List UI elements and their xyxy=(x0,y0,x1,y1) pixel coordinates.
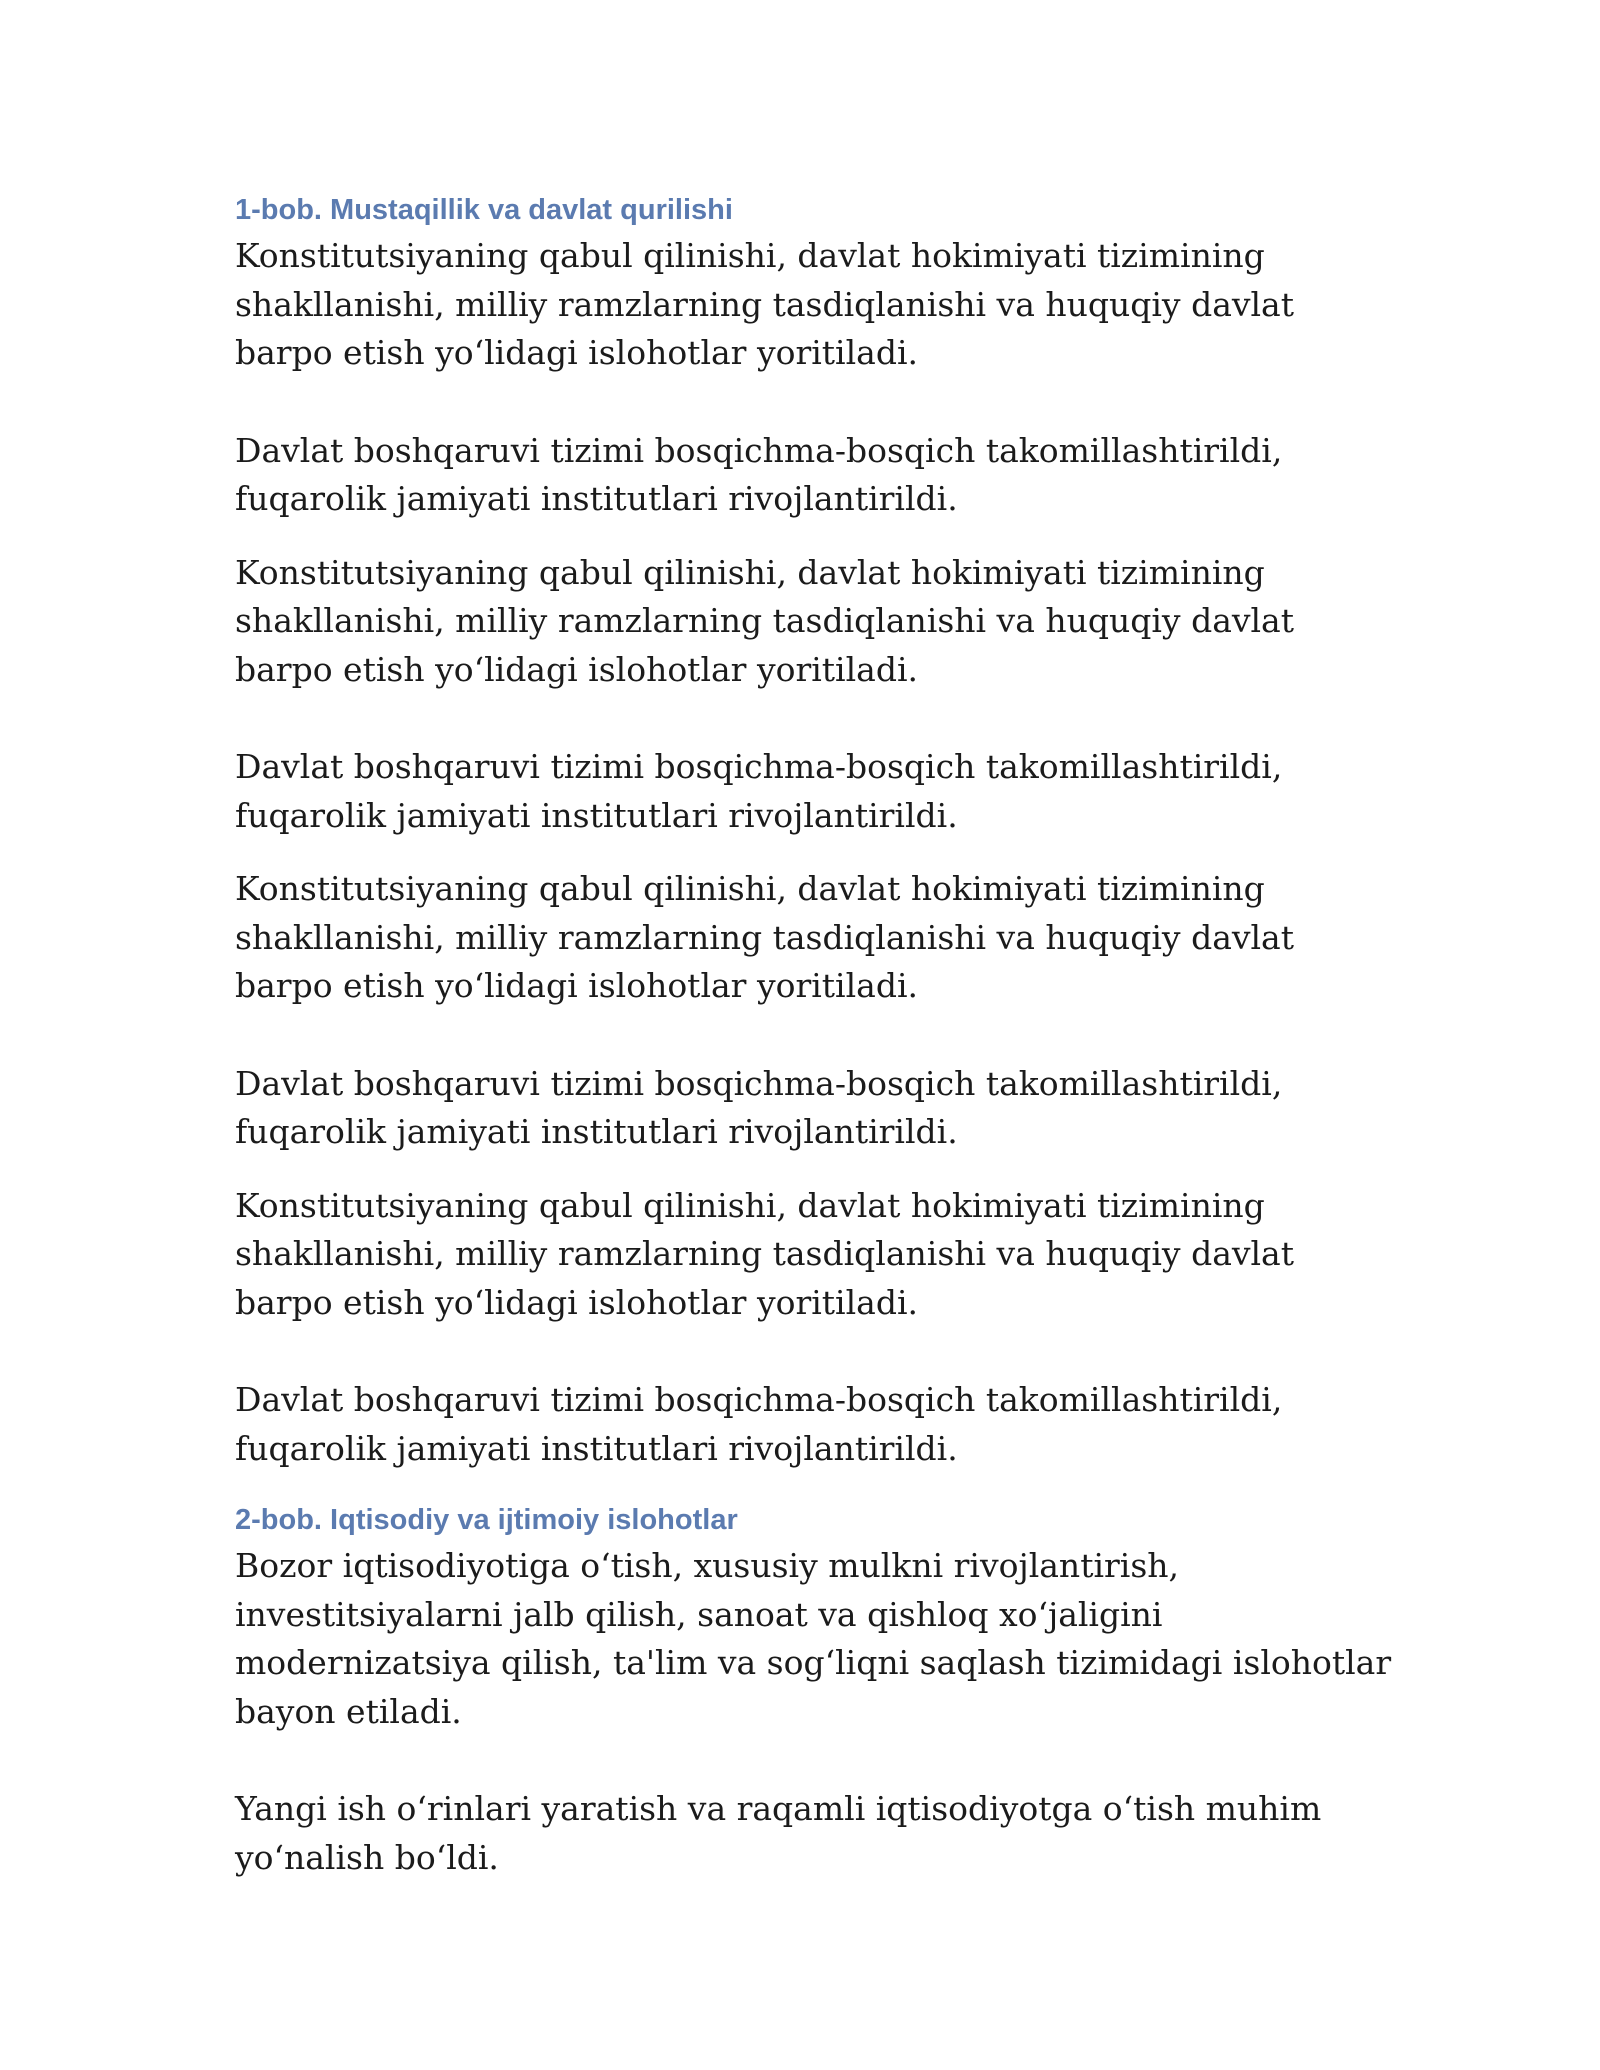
chapter-1-paragraph: Konstitutsiyaning qabul qilinishi, davlat hokimiyati tizimining shakllanishi, milliy ramzlarning tasdiqlanishi va huquqiy davlat barpo etish yo‘lidagi islohotlar yoritiladi. xyxy=(235,1185,1294,1322)
chapter-1-paragraph: Konstitutsiyaning qabul qilinishi, davlat hokimiyati tizimining shakllanishi, milliy ramzlarning tasdiqlanishi va huquqiy davlat barpo etish yo‘lidagi islohotlar yoritiladi. xyxy=(235,869,1294,1005)
chapter-1-paragraph: Davlat boshqaruvi tizimi bosqichma-bosqich takomillashtirildi, fuqarolik jamiyati institutlari rivojlantirildi. xyxy=(235,1380,1283,1468)
chapter-1-paragraph: Konstitutsiyaning qabul qilinishi, davlat hokimiyati tizimining shakllanishi, milliy ramzlarning tasdiqlanishi va huquqiy davlat barpo etish yo‘lidagi islohotlar yoritiladi. xyxy=(235,552,1294,689)
document-page xyxy=(235,188,1395,1882)
chapter-1-heading: 1-bob. Mustaqillik va davlat qurilishi xyxy=(235,194,733,226)
chapter-1-paragraph: Davlat boshqaruvi tizimi bosqichma-bosqich takomillashtirildi, fuqarolik jamiyati institutlari rivojlantirildi. xyxy=(235,1063,1283,1151)
chapter-2-heading: 2-bob. Iqtisodiy va ijtimoiy islohotlar xyxy=(235,1504,738,1536)
chapter-1-paragraph: Davlat boshqaruvi tizimi bosqichma-bosqich takomillashtirildi, fuqarolik jamiyati institutlari rivojlantirildi. xyxy=(235,430,1283,518)
chapter-1-paragraph: Konstitutsiyaning qabul qilinishi, davlat hokimiyati tizimining shakllanishi, milliy ramzlarning tasdiqlanishi va huquqiy davlat barpo etish yo‘lidagi islohotlar yoritiladi. xyxy=(235,236,1294,372)
chapter-2-paragraph: Bozor iqtisodiyotiga o‘tish, xususiy mulkni rivojlantirish, investitsiyalarni jalb qilish, sanoat va qishloq xo‘jaligini modernizatsiya qilish, ta'lim va sog‘liqni saqlash tizimidagi islohotlar bayon etiladi. xyxy=(235,1546,1392,1731)
chapter-1-paragraph: Davlat boshqaruvi tizimi bosqichma-bosqich takomillashtirildi, fuqarolik jamiyati institutlari rivojlantirildi. xyxy=(235,747,1283,835)
chapter-2-paragraph: Yangi ish o‘rinlari yaratish va raqamli iqtisodiyotga o‘tish muhim yo‘nalish bo‘ldi. xyxy=(235,1789,1322,1877)
